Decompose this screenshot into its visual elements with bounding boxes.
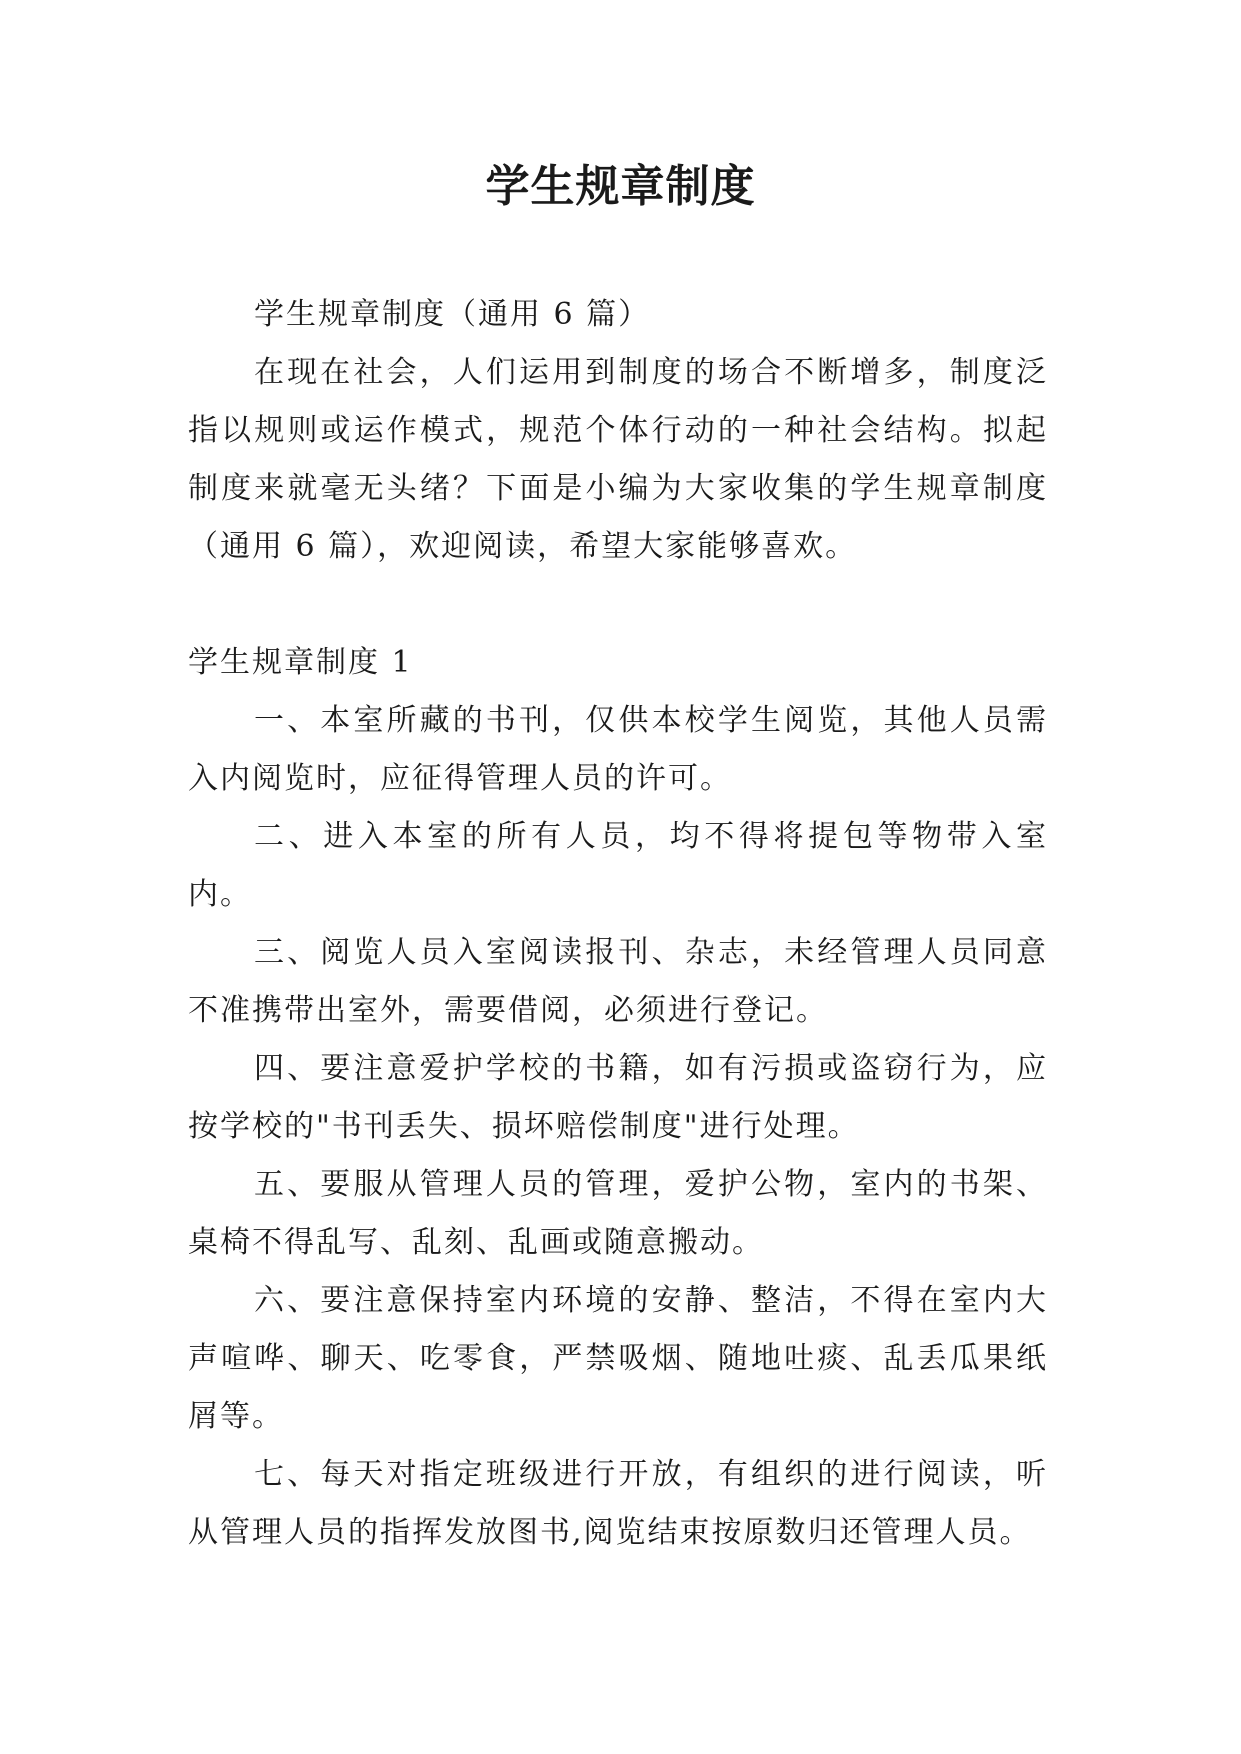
rule-paragraph: 四、要注意爱护学校的书籍，如有污损或盗窃行为，应按学校的"书刊丢失、损坏赔偿制度"进行处理。 bbox=[188, 1051, 1048, 1144]
section-gap bbox=[188, 576, 1048, 634]
intro-paragraph: 在现在社会，人们运用到制度的场合不断增多，制度泛指以规则或运作模式，规范个体行动的一种社会结构。拟起制度来就毫无头绪？下面是小编为大家收集的学生规章制度（通用 6 篇），欢迎阅读，希望大家能够喜欢。 bbox=[188, 355, 1048, 564]
rule-paragraph: 二、进入本室的所有人员，均不得将提包等物带入室内。 bbox=[188, 819, 1048, 912]
document-title: 学生规章制度 bbox=[485, 161, 756, 212]
rule-paragraph: 三、阅览人员入室阅读报刊、杂志，未经管理人员同意不准携带出室外，需要借阅，必须进行登记。 bbox=[188, 935, 1048, 1028]
rule-paragraph: 五、要服从管理人员的管理，爱护公物，室内的书架、桌椅不得乱写、乱刻、乱画或随意搬动。 bbox=[188, 1167, 1048, 1260]
rule-paragraph: 七、每天对指定班级进行开放，有组织的进行阅读，听从管理人员的指挥发放图书,阅览结束按原数归还管理人员。 bbox=[188, 1457, 1048, 1550]
rule-paragraph: 六、要注意保持室内环境的安静、整洁，不得在室内大声喧哗、聊天、吃零食，严禁吸烟、随地吐痰、乱丢瓜果纸屑等。 bbox=[188, 1283, 1048, 1434]
document-subtitle: 学生规章制度（通用 6 篇） bbox=[254, 297, 651, 332]
rule-paragraph: 一、本室所藏的书刊，仅供本校学生阅览，其他人员需入内阅览时，应征得管理人员的许可。 bbox=[188, 703, 1048, 796]
section-heading: 学生规章制度 1 bbox=[188, 645, 413, 680]
document-body bbox=[188, 286, 1048, 1562]
